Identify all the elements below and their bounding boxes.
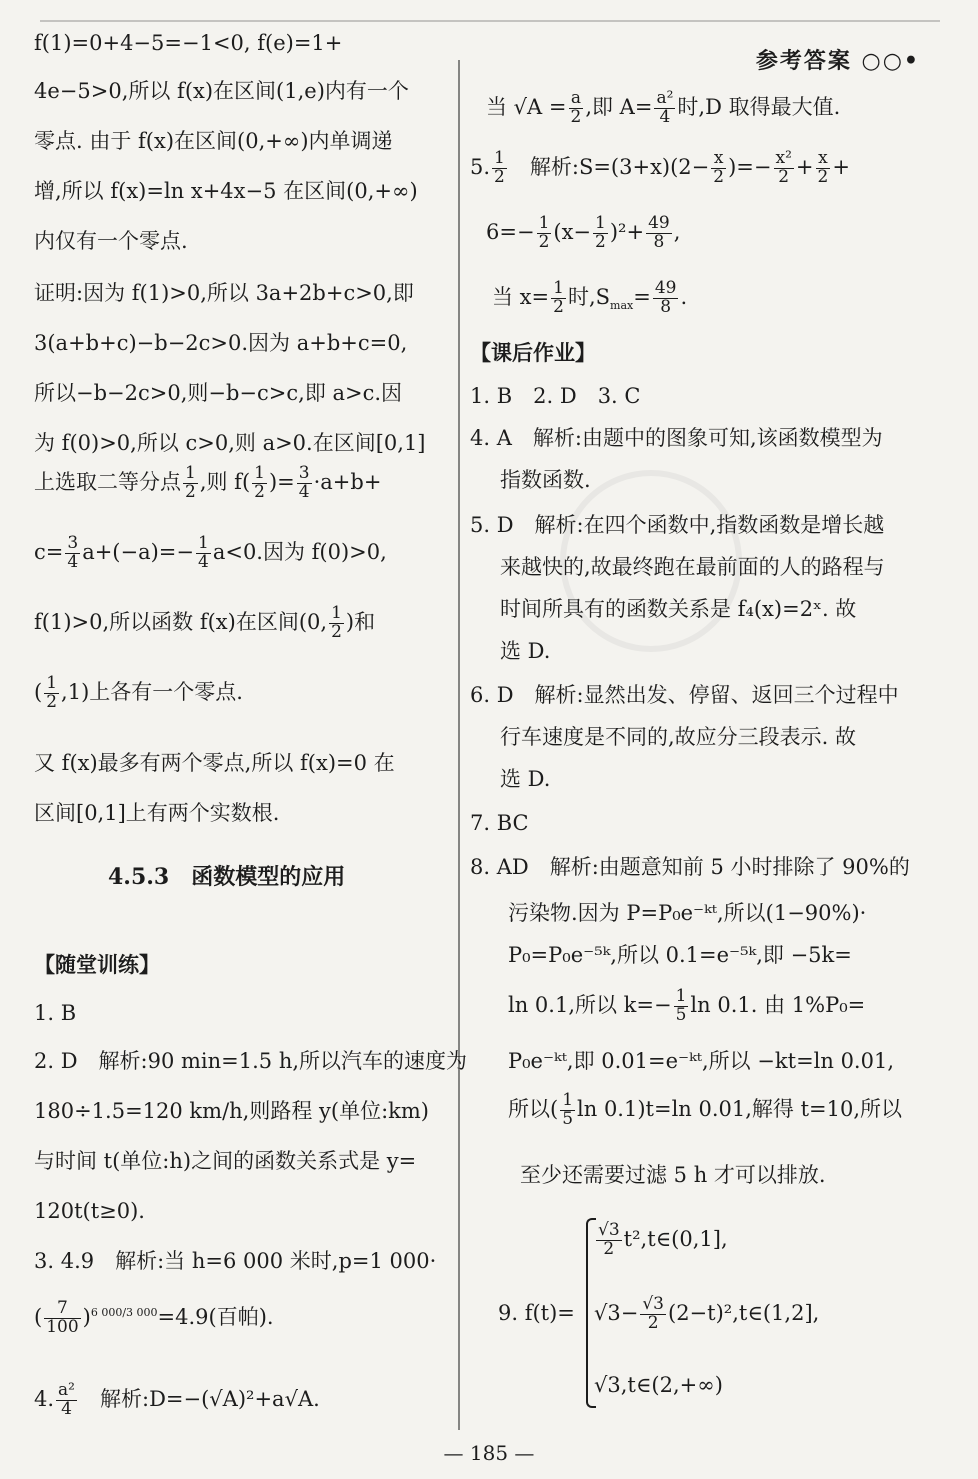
- text-line: 上选取二等分点 $\frac{1}{2}$ ,则 f( $\frac{1}{2}$ )= $\frac{3}{4}$ ·a+b+: [34, 463, 382, 502]
- fraction: $\frac{1}{2}$: [331, 603, 342, 642]
- section-heading: 【课后作业】: [470, 340, 596, 365]
- answer-item: 7. BC: [470, 811, 529, 835]
- fraction: $\frac{1}{5}$: [562, 1090, 574, 1129]
- section-title: 4.5.3 函数模型的应用: [108, 864, 346, 890]
- text-line: 当 √A = $\frac{a}{2}$ ,即 A= $\frac{\text{a²}}{4}$ 时,D 取得最大值.: [486, 88, 841, 127]
- text-line: 区间[0,1]上有两个实数根.: [34, 801, 280, 825]
- text-line: f(1)>0,所以函数 f(x)在区间(0, $\frac{1}{2}$ )和: [34, 603, 376, 642]
- fraction: $\frac{1}{2}$: [46, 673, 58, 712]
- answer-item: 4. A 解析:由题中的图象可知,该函数模型为: [470, 426, 883, 450]
- fraction: $\frac{x}{2}$: [713, 148, 725, 187]
- text-line: 与时间 t(单位:h)之间的函数关系式是 y=: [34, 1149, 417, 1173]
- text-line: 120t(t≥0).: [34, 1199, 145, 1223]
- text-line: 指数函数.: [500, 468, 591, 492]
- answer-item: 5. $\frac{1}{2}$ 解析:S=(3+x)(2− $\frac{x}{2}$ )=− $\frac{\text{x²}}{2}$ + $\frac{x}{2}$ +: [470, 148, 850, 187]
- fraction: $\frac{49}{8}$: [648, 213, 670, 252]
- answer-item: 4. $\frac{\text{a²}}{4}$ 解析:D=−(√A)²+a√A.: [34, 1380, 320, 1419]
- text-line: ( $\frac{1}{2}$ ,1)上各有一个零点.: [34, 673, 243, 712]
- text-line: ln 0.1,所以 k=− $\frac{1}{5}$ ln 0.1. 由 1%P₀=: [508, 986, 866, 1025]
- text-line: 6=− $\frac{1}{2}$ (x− $\frac{1}{2}$ )²+ $\frac{49}{8}$ ,: [486, 213, 681, 252]
- piecewise-case: √3− $\frac{√3}{2}$ (2−t)²,t∈(1,2],: [594, 1294, 820, 1333]
- text-line: 为 f(0)>0,所以 c>0,则 a>0.在区间[0,1]: [34, 431, 426, 455]
- answer-item: 8. AD 解析:由题意知前 5 小时排除了 90%的: [470, 855, 910, 879]
- fraction: $\frac{a}{2}$: [570, 88, 582, 127]
- column-divider: [458, 60, 460, 1430]
- text-line: 零点. 由于 f(x)在区间(0,+∞)内单调递: [34, 129, 393, 153]
- fraction: $\frac{√3}{2}$: [642, 1294, 664, 1333]
- text-line: 行车速度是不同的,故应分三段表示. 故: [500, 725, 857, 749]
- text-line: 证明:因为 f(1)>0,所以 3a+2b+c>0,即: [34, 281, 414, 305]
- text-line: ( $\frac{7}{100}$ )$^{6 000/3 000}$=4.9(百帕).: [34, 1298, 274, 1337]
- text-line: 内仅有一个零点.: [34, 229, 188, 253]
- text-line: 所以−b−2c>0,则−b−c>c,即 a>c.因: [34, 381, 403, 405]
- answer-item: 9. f(t)=: [498, 1301, 575, 1325]
- fraction: $\frac{\text{a²}}{4}$: [656, 88, 674, 127]
- text-line: 选 D.: [500, 767, 551, 791]
- text-line: 3(a+b+c)−b−2c>0.因为 a+b+c=0,: [34, 331, 408, 355]
- subscript: max: [610, 299, 634, 313]
- page-number: — 185 —: [443, 1441, 535, 1465]
- answer-item: 1. B: [34, 1001, 77, 1025]
- text-line: 选 D.: [500, 639, 551, 663]
- fraction: $\frac{√3}{2}$: [598, 1220, 620, 1259]
- fraction: $\frac{\text{x²}}{2}$: [775, 148, 792, 187]
- fraction: $\frac{x}{2}$: [817, 148, 829, 187]
- text-line: 至少还需要过滤 5 h 才可以排放.: [520, 1163, 826, 1187]
- fraction: $\frac{1}{2}$: [538, 213, 550, 252]
- text-line: 时间所具有的函数关系是 f₄(x)=2ˣ. 故: [500, 597, 857, 621]
- exponent: 6 000/3 000: [90, 1305, 158, 1319]
- answer-item: 5. D 解析:在四个函数中,指数函数是增长越: [470, 513, 885, 537]
- text-line: 当 x= $\frac{1}{2}$ 时$,S_{max}=$ $\frac{49}{8}$ .: [492, 278, 688, 317]
- text-line: 又 f(x)最多有两个零点,所以 f(x)=0 在: [34, 751, 395, 775]
- piecewise-brace: [586, 1218, 596, 1408]
- fraction: $\frac{49}{8}$: [654, 278, 677, 317]
- text-line: 180÷1.5=120 km/h,则路程 y(单位:km): [34, 1099, 429, 1123]
- fraction: $\frac{3}{4}$: [298, 463, 310, 502]
- fraction: $\frac{1}{2}$: [553, 278, 564, 317]
- text-line: 污染物.因为 P=P₀e⁻ᵏᵗ,所以(1−90%)·: [508, 901, 867, 925]
- answer-item: 6. D 解析:显然出发、停留、返回三个过程中: [470, 683, 899, 707]
- fraction: $\frac{7}{100}$: [46, 1298, 79, 1337]
- section-heading: 【随堂训练】: [34, 952, 160, 977]
- header-decoration: ○○•: [861, 48, 920, 74]
- fraction: $\frac{3}{4}$: [67, 533, 79, 572]
- piecewise-case: $\frac{√3}{2}$ t²,t∈(0,1],: [598, 1220, 728, 1259]
- header-title: 参考答案 ○○•: [755, 48, 920, 74]
- text-line: P₀=P₀e⁻⁵ᵏ,所以 0.1=e⁻⁵ᵏ,即 −5k=: [508, 943, 852, 967]
- fraction: $\frac{\text{a²}}{4}$: [58, 1380, 75, 1419]
- text-line: f(1)=0+4−5=−1<0, f(e)=1+: [34, 31, 343, 55]
- fraction: $\frac{1}{2}$: [185, 463, 196, 502]
- piecewise-case: √3,t∈(2,+∞): [594, 1373, 723, 1397]
- answer-item: 1. B 2. D 3. C: [470, 384, 641, 408]
- text-line: 所以( $\frac{1}{5}$ ln 0.1)t=ln 0.01,解得 t=10,所以: [508, 1090, 903, 1129]
- answer-item: 3. 4.9 解析:当 h=6 000 米时,p=1 000·: [34, 1249, 437, 1273]
- text-line: P₀e⁻ᵏᵗ,即 0.01=e⁻ᵏᵗ,所以 −kt=ln 0.01,: [508, 1049, 895, 1073]
- fraction: $\frac{1}{2}$: [494, 148, 505, 187]
- answer-item: 2. D 解析:90 min=1.5 h,所以汽车的速度为: [34, 1049, 468, 1073]
- text-line: c= $\frac{3}{4}$ a+(−a)=− $\frac{1}{4}$ a<0.因为 f(0)>0,: [34, 533, 387, 572]
- top-rule: [40, 20, 940, 22]
- fraction: $\frac{1}{5}$: [675, 986, 687, 1025]
- fraction: $\frac{1}{2}$: [254, 463, 265, 502]
- fraction: $\frac{1}{4}$: [198, 533, 209, 572]
- fraction: $\frac{1}{2}$: [595, 213, 606, 252]
- text-line: 来越快的,故最终跑在最前面的人的路程与: [500, 555, 885, 579]
- text-line: 4e−5>0,所以 f(x)在区间(1,e)内有一个: [34, 79, 409, 103]
- text-line: 增,所以 f(x)=ln x+4x−5 在区间(0,+∞): [34, 179, 418, 203]
